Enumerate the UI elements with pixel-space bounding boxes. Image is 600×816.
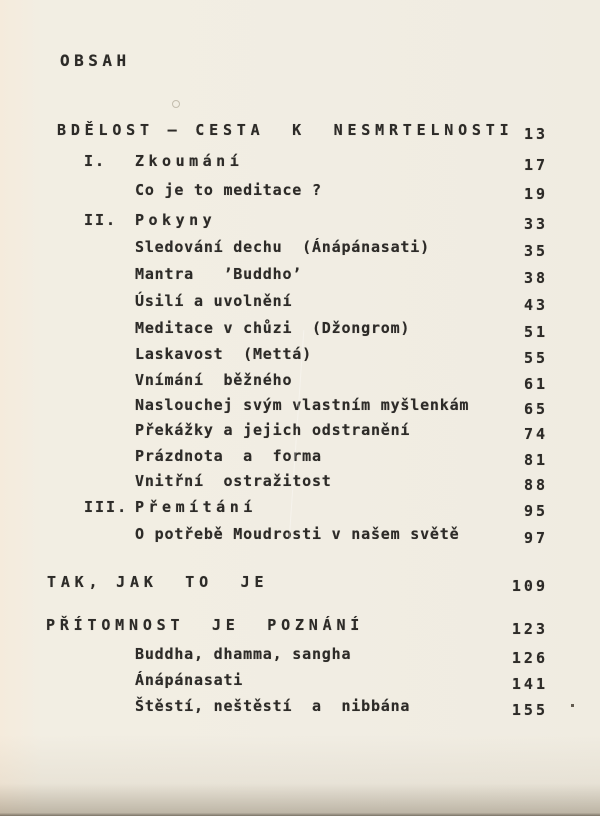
toc-entry-page: 74 bbox=[523, 425, 548, 443]
toc-entry-page: 65 bbox=[523, 400, 548, 418]
toc-entry-label: Štěstí, neštěstí a nibbána bbox=[135, 697, 411, 715]
toc-entry bbox=[0, 670, 600, 694]
toc-entry-label: Meditace v chůzi (Džongrom) bbox=[135, 319, 411, 337]
toc-entry-label: Co je to meditace ? bbox=[135, 181, 322, 199]
toc-entry-page: 141 bbox=[511, 675, 548, 693]
toc-entry-label: Laskavost (Mettá) bbox=[135, 345, 312, 363]
toc-entry-page: 155 bbox=[511, 701, 548, 719]
toc-entry-label: Ánápánasati bbox=[135, 671, 244, 689]
toc-entry bbox=[0, 446, 600, 470]
toc-entry-label: Přemítání bbox=[135, 498, 257, 516]
toc-entry bbox=[0, 471, 600, 495]
toc-entry-label: Sledování dechu (Ánápánasati) bbox=[135, 238, 430, 256]
toc-entry-label: Zkoumání bbox=[135, 152, 244, 170]
toc-entry-label: Vnitřní ostražitost bbox=[135, 472, 332, 490]
toc-entry bbox=[0, 318, 600, 342]
toc-entry-page: 33 bbox=[523, 215, 548, 233]
toc-entry-label: Vnímání běžného bbox=[135, 371, 293, 389]
toc-entry-page: 109 bbox=[511, 577, 548, 595]
toc-entry bbox=[0, 120, 600, 144]
toc-entry-label: Prázdnota a forma bbox=[135, 447, 322, 465]
toc-entry-label: Naslouchej svým vlastním myšlenkám bbox=[135, 396, 470, 414]
toc-entry-label: Úsilí a uvolnění bbox=[135, 292, 293, 310]
toc-entry-page: 35 bbox=[523, 242, 548, 260]
scan-speck-artifact bbox=[571, 704, 574, 707]
toc-entry-label: Mantra ’Buddho’ bbox=[135, 265, 303, 283]
chapter-numeral: II. bbox=[84, 211, 118, 229]
scan-ring-artifact bbox=[172, 100, 180, 108]
chapter-numeral: III. bbox=[84, 498, 129, 516]
toc-entry-page: 123 bbox=[511, 620, 548, 638]
toc-entry bbox=[0, 524, 600, 548]
toc-entry bbox=[0, 615, 600, 639]
toc-entry-page: 17 bbox=[523, 156, 548, 174]
toc-entry bbox=[0, 291, 600, 315]
toc-entry-page: 43 bbox=[523, 296, 548, 314]
toc-entry bbox=[0, 572, 600, 596]
toc-entry-label: Buddha, dhamma, sangha bbox=[135, 645, 352, 663]
toc-entry-page: 95 bbox=[523, 502, 548, 520]
toc-entry-label: TAK, JAK TO JE bbox=[47, 573, 269, 591]
toc-entry-page: 38 bbox=[523, 269, 548, 287]
toc-entry-page: 88 bbox=[523, 476, 548, 494]
toc-entry bbox=[0, 210, 600, 234]
toc-entry bbox=[0, 420, 600, 444]
toc-entry-page: 81 bbox=[523, 451, 548, 469]
toc-entry-label: Pokyny bbox=[135, 211, 217, 229]
toc-entry bbox=[0, 644, 600, 668]
toc-entry bbox=[0, 395, 600, 419]
toc-entry bbox=[0, 264, 600, 288]
page-title: OBSAH bbox=[60, 51, 131, 70]
toc-entry-page: 13 bbox=[523, 125, 548, 143]
toc-entry bbox=[0, 151, 600, 175]
toc-entry bbox=[0, 237, 600, 261]
toc-entry-page: 97 bbox=[523, 529, 548, 547]
toc-entry bbox=[0, 180, 600, 204]
toc-entry bbox=[0, 696, 600, 720]
toc-entry-page: 61 bbox=[523, 375, 548, 393]
toc-entry-label: PŘÍTOMNOST JE POZNÁNÍ bbox=[46, 616, 365, 634]
toc-entry-label: BDĚLOST — CESTA K NESMRTELNOSTI bbox=[57, 121, 514, 139]
chapter-numeral: I. bbox=[84, 152, 107, 170]
toc-entry-page: 19 bbox=[523, 185, 548, 203]
toc-entry-page: 51 bbox=[523, 323, 548, 341]
toc-entry-label: Překážky a jejich odstranění bbox=[135, 421, 411, 439]
toc-entry-page: 55 bbox=[523, 349, 548, 367]
toc-entry-page: 126 bbox=[511, 649, 548, 667]
toc-entry-label: O potřebě Moudrosti v našem světě bbox=[135, 525, 460, 543]
toc-entry bbox=[0, 497, 600, 521]
